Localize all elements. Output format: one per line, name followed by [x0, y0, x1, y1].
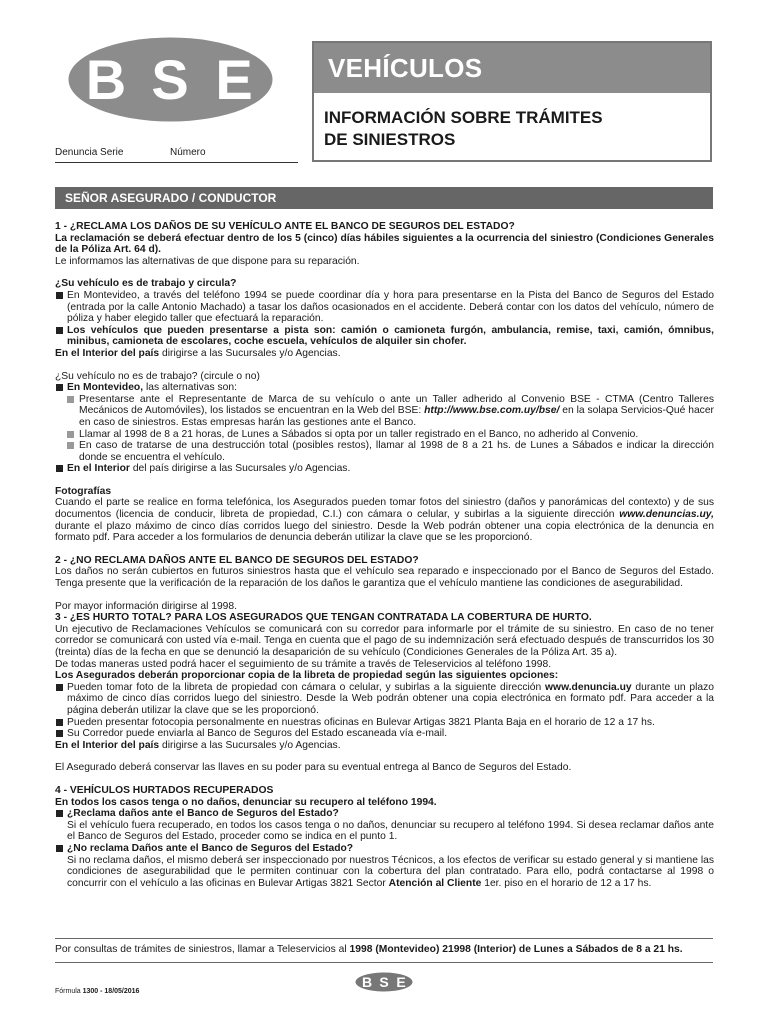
s2-text: Los daños no serán cubiertos en futuros siniestros hasta que el vehículo sea reparado e inspeccionado por el Banco de Seguros del Estado. Tenga presente que la verificación de la reparación de los daños le garantiza que el vehículo mantiene las condiciones de asegurabilidad.	[55, 566, 714, 590]
footer-divider-bottom	[55, 962, 713, 963]
small-logo-s: S	[379, 974, 389, 990]
document-body	[55, 221, 714, 889]
s4-answer-1: Si el vehículo fuera recuperado, en todos los casos tenga o no daños, denunciar su recupero al teléfono 1994. Si desea reclamar daños ante el Banco de Seguros del Estado, proceder como se indica en el punto 1.	[67, 819, 714, 843]
s1-nowork-interior	[55, 463, 714, 475]
s1-photos-b: durante el plazo máximo de cinco días corridos luego del siniestro. Desde la Web podrán obtener una copia electrónica de la denuncia en formato pdf. Para acceder a los formularios de denuncia deberán utilizar la clave que se les proporcionó.	[55, 520, 714, 544]
footer-divider-top	[55, 938, 713, 939]
s3-bullet-2: Pueden presentar fotocopia personalmente en nuestras oficinas en Bulevar Artigas 3821 Planta Baja en el horario de 12 a 17 hs.	[55, 717, 714, 729]
s4-bold-intro: En todos los casos tenga o no daños, denunciar su recupero al teléfono 1994.	[55, 796, 437, 808]
s1-intro: Le informamos las alternativas de que dispone para su reparación.	[55, 255, 360, 267]
s3-bullet-1b: durante un plazo máximo de cinco días corridos luego del siniestro. Desde la Web podrán obtener una copia electrónica en formato pdf. Para acceder a la página deberán utilizar la clave que se les proporcionó.	[67, 681, 714, 716]
s2-heading: 2 - ¿NO RECLAMA DAÑOS ANTE EL BANCO DE SEGUROS DEL ESTADO?	[55, 554, 419, 566]
s1-nowork-mvd-bold: En Montevideo,	[67, 382, 144, 394]
s1-nowork-sub-1	[55, 394, 714, 429]
s1-nowork-heading: ¿Su vehículo no es de trabajo? (circule o no)	[55, 370, 260, 382]
small-logo-b: B	[361, 974, 373, 990]
s1-work-bullet-2: Los vehículos que pueden presentarse a pista son: camión o camioneta furgón, ambulancia, remise, taxi, camión, ómnibus, minibus, camioneta de escolares, coche escuela, vehículos de alquiler sin chofer.	[55, 325, 714, 348]
s4-heading: 4 - VEHÍCULOS HURTADOS RECUPERADOS	[55, 784, 274, 796]
s3-interior-text: dirigirse a las Sucursales y/o Agencias.	[159, 739, 341, 751]
s1-nowork-mvd	[55, 382, 714, 394]
s1-bold-intro: La reclamación se deberá efectuar dentro de los 5 (cinco) días hábiles siguientes a la ocurrencia del siniestro (Condiciones Generales de la Póliza Art. 64 d).	[55, 232, 714, 256]
page-title: VEHÍCULOS	[314, 43, 710, 93]
title-box	[312, 41, 712, 162]
s3-heading: 3 - ¿ES HURTO TOTAL? PARA LOS ASEGURADOS QUE TENGAN CONTRATADA LA COBERTURA DE HURTO.	[55, 612, 592, 624]
s1-nowork-sub-2: Llamar al 1998 de 8 a 21 horas, de Lunes a Sábados si opta por un taller registrado en el Banco, no adherido al Convenio.	[55, 429, 714, 441]
s1-photos-text	[55, 497, 714, 543]
bse-web-link[interactable]: http://www.bse.com.uy/bse/	[424, 405, 560, 417]
page-subtitle	[314, 93, 710, 151]
footer-contact	[55, 944, 715, 955]
s3-copy-bold: Los Asegurados deberán proporcionar copia de la libreta de propiedad según las siguientes opciones:	[55, 670, 559, 682]
small-logo-e: E	[396, 974, 406, 990]
s4-question-2: ¿No reclama Daños ante el Banco de Seguros del Estado?	[55, 843, 714, 855]
formula-label: Fórmula	[55, 988, 83, 995]
s4-question-1: ¿Reclama daños ante el Banco de Seguros del Estado?	[55, 808, 714, 820]
s4-answer-2a: Si no reclama daños, el mismo deberá ser inspeccionado por nuestros Técnicos, a los efectos de verificar su estado general y si mantiene las condiciones de asegurabilidad que le permiten continuar con la cobertura del plan contratado. Para ello, podrá contactarse al 1998 o concurrir con el vehículo a las oficinas en Bulevar Artigas 3821 Sector	[67, 854, 714, 889]
s1-work-interior	[55, 348, 714, 360]
s1-photos-heading: Fotografías	[55, 485, 112, 497]
s3-interior	[55, 740, 714, 752]
footer-text-a: Por consultas de trámites de siniestros, llamar a Teleservicios al	[55, 944, 350, 955]
s1-nowork-sub-1a: Presentarse ante el Representante de Marca de su vehículo o ante un Taller adherido al Convenio BSE - CTMA (Centro Talleres Mecánicos de Automóviles), los listados se encuentran en la Web del BSE:	[79, 393, 714, 417]
footer-text-bold: 1998 (Montevideo) 21998 (Interior) de Lunes a Sábados de 8 a 21 hs.	[349, 944, 683, 955]
s4-answer-2b: 1er. piso en el horario de 12 a 17 hs.	[481, 877, 652, 889]
s3-bullet-1a: Pueden tomar foto de la libreta de propiedad con cámara o celular, y subirlas a la siguiente dirección	[67, 681, 546, 693]
s1-nowork-sub-3: En caso de tratarse de una destrucción total (posibles restos), llamar al 1998 de 8 a 21 hs. de Lunes a Sábados e indicar la dirección donde se encuentra el vehículo.	[55, 440, 714, 463]
s3-interior-bold: En el Interior del país	[55, 739, 160, 751]
s1-work-heading: ¿Su vehículo es de trabajo y circula?	[55, 278, 237, 290]
s1-nowork-sub-1b: en la solapa Servicios-Qué hacer en caso de siniestros. Estas empresas harán las gestiones ante el Banco.	[79, 405, 714, 428]
s3-text: Un ejecutivo de Reclamaciones Vehículos se comunicará con su corredor para informarle por el trámite de su siniestro. En caso de no tener corredor se comunicará con usted vía e-mail. Tenga en cuenta que el pago de su indemnización será efectuado después de transcurridos los 30 (treinta) días de la fecha en que se denunció la desaparición de su vehículo (Condiciones Generales de la Póliza Art. 35 a).	[55, 623, 714, 658]
s1-work-bullet-1: En Montevideo, a través del teléfono 1994 se puede coordinar día y hora para presentarse en la Pista del Banco de Seguros del Estado (entrada por la calle Antonio Machado) a tasar los daños ocasionados en el accidente. Deberá contar con los datos del vehículo, número de póliza y haber elegido taller que efectuará la reparación.	[55, 290, 714, 325]
denuncias-link[interactable]: www.denuncias.uy,	[619, 509, 714, 521]
section-title-bar: SEÑOR ASEGURADO / CONDUCTOR	[55, 187, 713, 209]
s1-nowork-interior-bold: En el Interior	[67, 463, 130, 475]
s4-answer-2-bold: Atención al Cliente	[388, 877, 482, 889]
s1-work-interior-text: dirigirse a las Sucursales y/o Agencias.	[159, 347, 341, 359]
s1-heading: 1 - ¿RECLAMA LOS DAÑOS DE SU VEHÍCULO ANTE EL BANCO DE SEGUROS DEL ESTADO?	[55, 221, 515, 232]
s3-follow: De todas maneras usted podrá hacer el seguimiento de su trámite a través de Teleservicios al teléfono 1998.	[55, 658, 552, 670]
s3-keys: El Asegurado deberá conservar las llaves en su poder para su eventual entrega al Banco de Seguros del Estado.	[55, 762, 572, 774]
bse-logo	[68, 37, 273, 122]
logo-letter-s: S	[151, 48, 189, 111]
numero-label: Número	[170, 147, 206, 158]
s2-more-info: Por mayor información dirigirse al 1998.	[55, 600, 237, 612]
s1-nowork-interior-text: del país dirigirse a las Sucursales y/o Agencias.	[129, 463, 351, 475]
s3-bullet-1	[55, 682, 714, 717]
denuncia-serie-label: Denuncia Serie	[55, 147, 124, 158]
s1-photos-a: Cuando el parte se realice en forma telefónica, los Asegurados pueden tomar fotos del siniestro (daños y panorámicas del contexto) y de sus documentos (licencia de conducir, libreta de propiedad, C.I.) con cámara o celular, y subirlas a la siguiente dirección	[55, 497, 714, 521]
formula-id	[55, 988, 139, 995]
s3-bullet-3: Su Corredor puede enviarla al Banco de Seguros del Estado escaneada vía e-mail.	[55, 728, 714, 740]
subtitle-line-1: INFORMACIÓN SOBRE TRÁMITES	[324, 108, 603, 127]
denuncia-link[interactable]: www.denuncia.uy	[545, 681, 632, 693]
logo-letter-e: E	[215, 48, 253, 111]
subtitle-line-2: DE SINIESTROS	[324, 130, 456, 149]
bse-small-logo	[355, 972, 413, 992]
formula-value: 1300 - 18/05/2016	[82, 988, 140, 995]
denuncia-serie-field	[55, 147, 298, 163]
logo-letter-b: B	[85, 48, 127, 111]
s1-work-interior-bold: En el Interior del país	[55, 347, 160, 359]
s4-answer-2	[55, 855, 714, 890]
s1-nowork-mvd-text: las alternativas son:	[143, 382, 237, 394]
